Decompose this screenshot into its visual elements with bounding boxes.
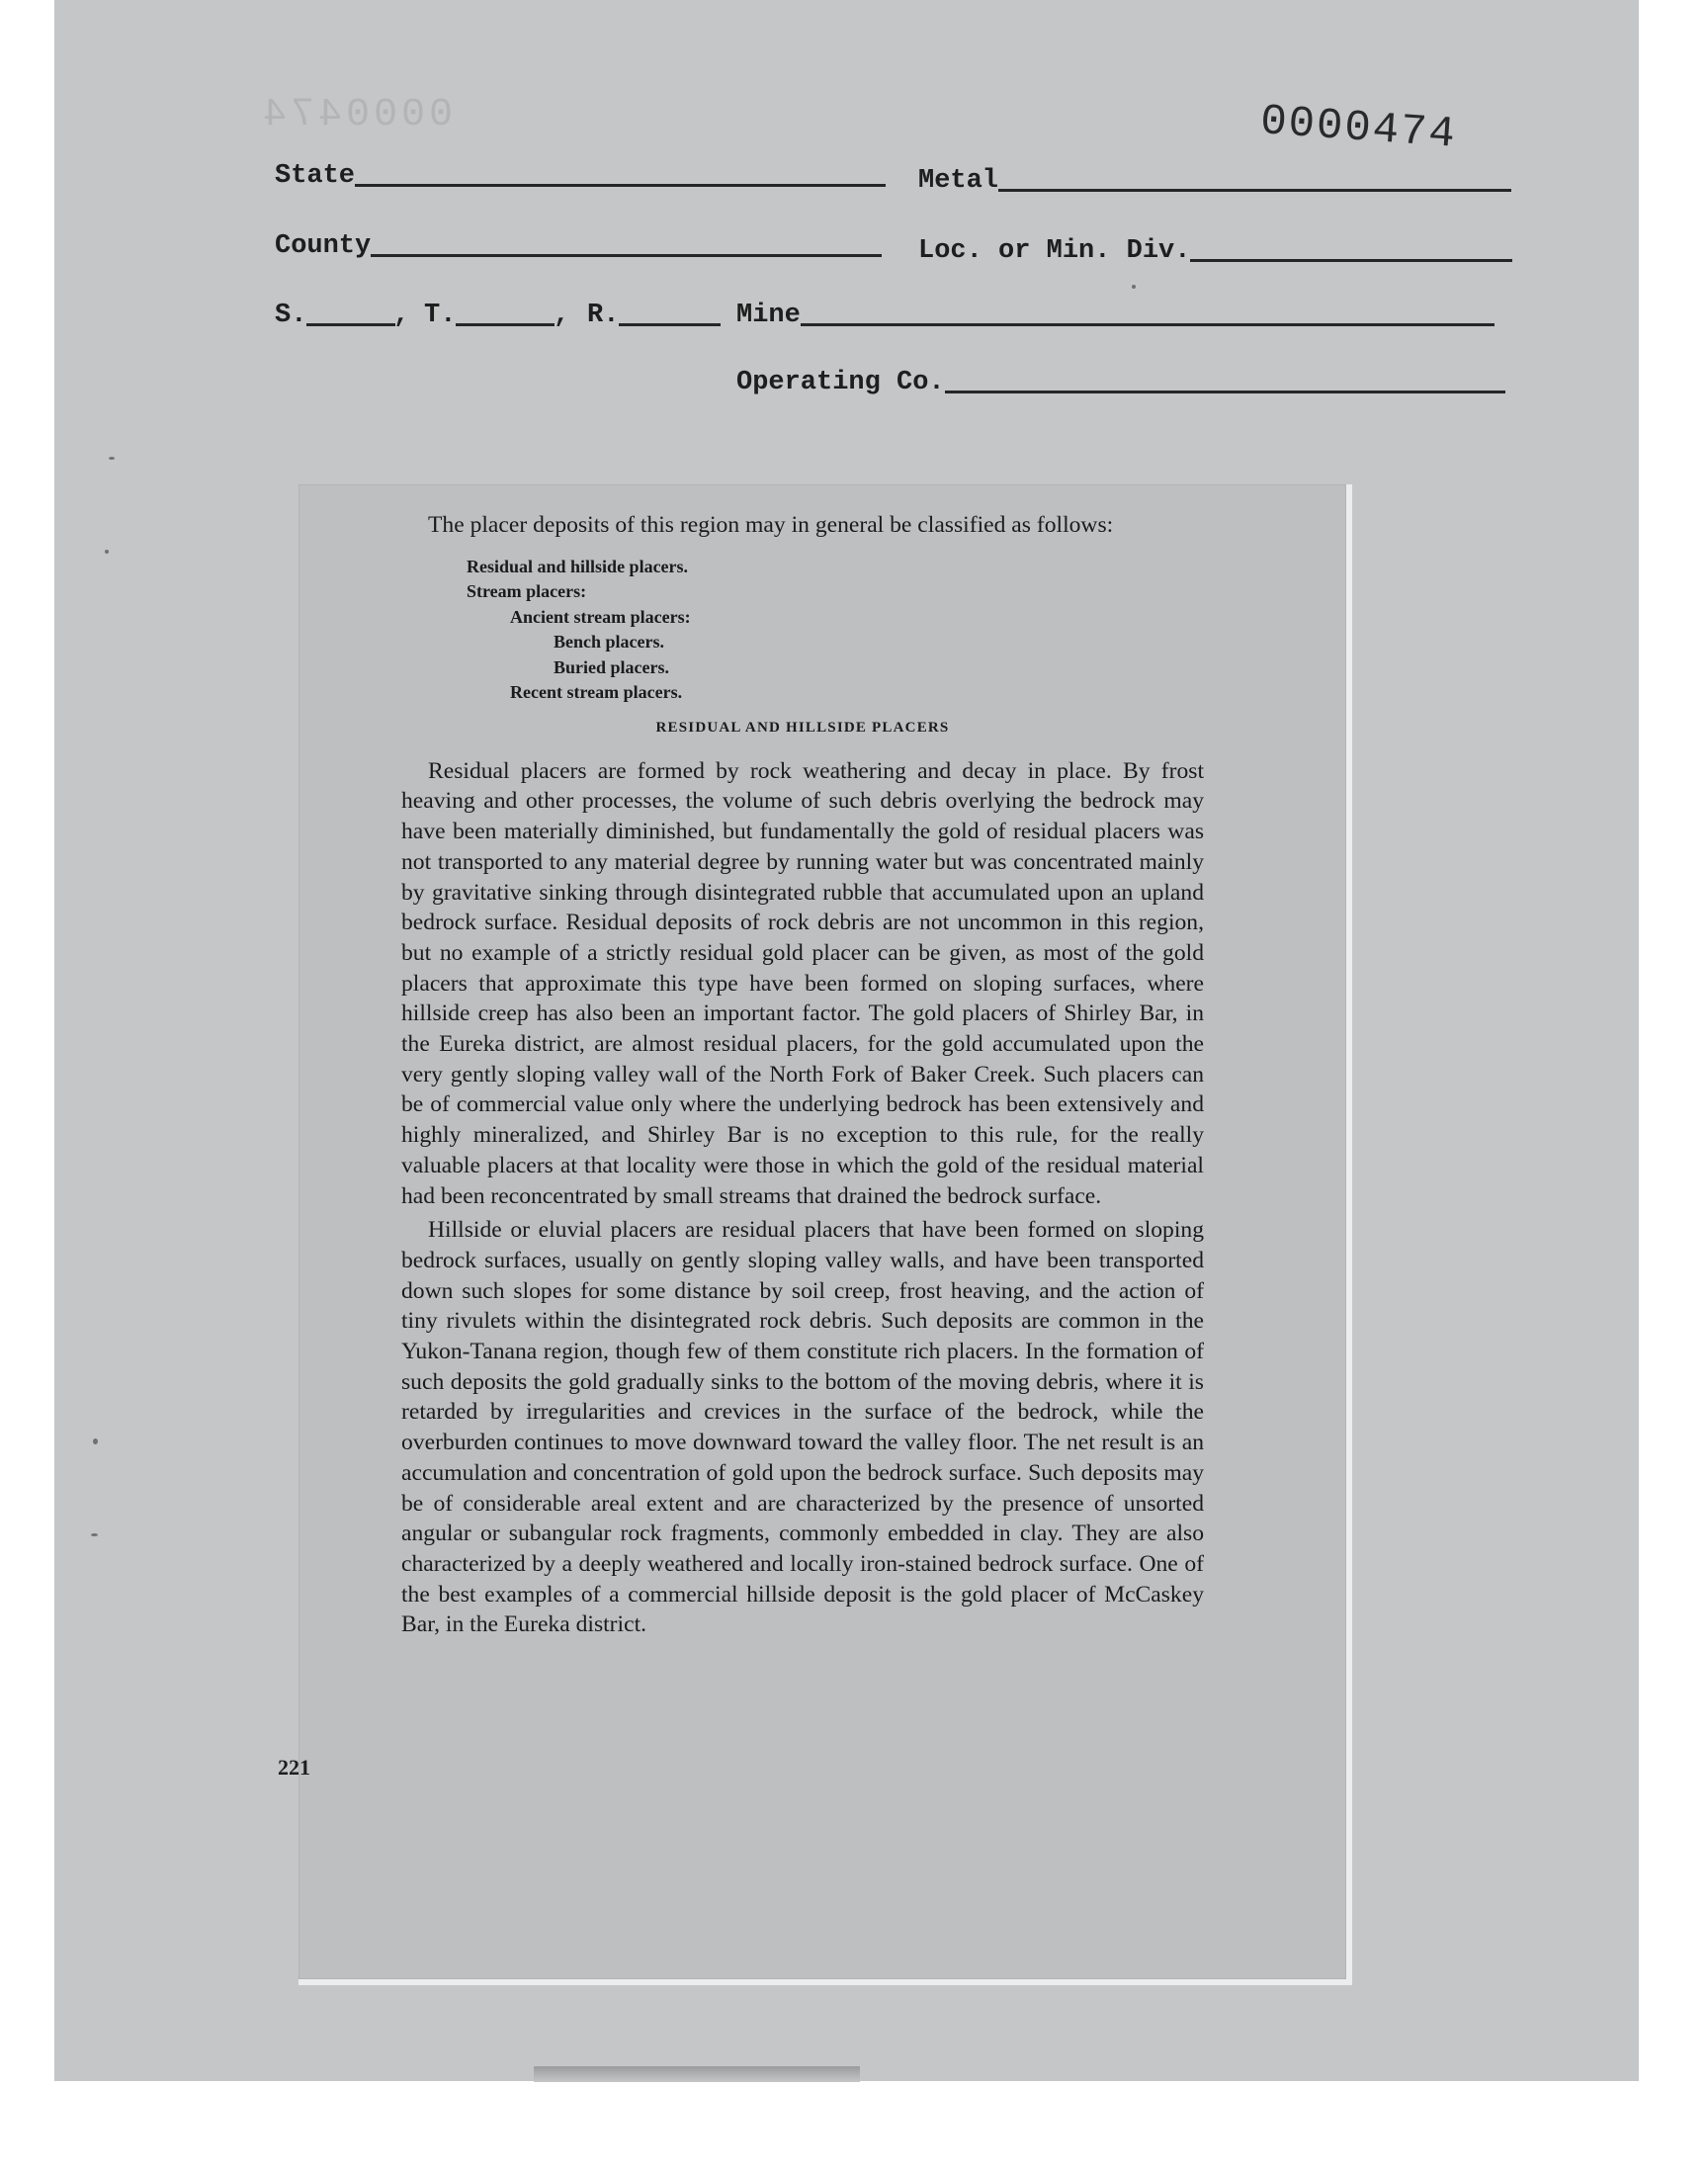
body-paragraph: Hillside or eluvial placers are residual placers that have been formed on sloping bedrock surfaces, usually on gently sloping valley walls, and have been transported down such slopes for some distance by soil creep, frost heaving, and the action of tiny rivulets within the disintegrated rock debris. Such deposits are common in the Yukon-Tanana region, though few of them constitute rich placers. In the formation of such deposits the gold gradually sinks to the bottom of the moving debris, where it is retarded by irregularities and crevices in the surface of the bedrock, while the overburden continues to move downward toward the valley floor. The net result is an accumulation and concentration of gold upon the bedrock surface. Such deposits may be of considerable areal extent and are characterized by the presence of unsorted angular or subangular rock fragments, commonly embedded in clay. They are also characterized by a deeply weathered and locally iron-stained bedrock surface. One of the best examples of a commercial hillside deposit is the gold placer of McCaskey Bar, in the Eureka district. (401, 1217, 1204, 1638)
metal-field[interactable] (918, 166, 1511, 196)
sheet-shadow (534, 2066, 860, 2082)
mine-line[interactable] (801, 319, 1494, 326)
operating-co-line[interactable] (945, 387, 1505, 393)
clipping-text (401, 510, 1204, 1640)
state-label: State (275, 161, 356, 191)
township-line[interactable] (456, 319, 555, 326)
bleed-through-number: 0000474 (259, 93, 454, 137)
metal-label: Metal (918, 166, 999, 196)
list-item: Buried placers. (554, 656, 669, 677)
body-paragraph: Residual placers are formed by rock weathering and decay in place. By frost heaving and other processes, the volume of such debris overlying the bedrock may have been materially diminished, but fundamentally the gold of residual placers was not transported to any material degree by running water but was concentrated mainly by gravitative sinking through disintegrated rubble that accumulated upon an upland bedrock surface. Residual deposits of rock debris are not uncommon in this region, but no example of a strictly residual gold placer can be given, as most of the gold placers that approximate this type have been formed on sloping surfaces, where hillside creep has also been an important factor. The gold placers of Shirley Bar, in the Eureka district, are almost residual placers, for the gold accumulated upon the very gently sloping valley wall of the North Fork of Baker Creek. Such placers can be of commercial value only where the underlying bedrock has been extensively and highly mineralized, and Shirley Bar is no exception to this rule, for the really valuable placers at that locality were those in which the gold of the residual material had been reconcentrated by small streams that drained the bedrock surface. (401, 757, 1204, 1209)
county-line[interactable] (371, 250, 882, 257)
state-field[interactable] (275, 161, 886, 191)
scan-speck (91, 1533, 98, 1536)
section-heading: RESIDUAL AND HILLSIDE PLACERS (655, 719, 950, 736)
range-label: R. (587, 301, 620, 330)
classification-list (401, 555, 1204, 706)
scan-speck (105, 550, 109, 554)
township-label: T. (424, 301, 457, 330)
loc-field[interactable] (918, 236, 1512, 266)
page-number: 221 (278, 1755, 310, 1780)
list-item: Stream placers: (467, 581, 587, 602)
mine-field[interactable] (736, 301, 1494, 330)
section-label: S. (275, 301, 307, 330)
state-line[interactable] (355, 180, 886, 187)
intro-paragraph: The placer deposits of this region may in general be classified as follows: (428, 512, 1114, 538)
township-field[interactable] (424, 301, 555, 330)
metal-line[interactable] (998, 185, 1511, 192)
section-field[interactable] (275, 301, 395, 330)
scan-speck (109, 457, 115, 460)
operating-co-field[interactable] (736, 368, 1505, 397)
loc-label: Loc. or Min. Div. (918, 236, 1191, 266)
list-item: Ancient stream placers: (510, 606, 691, 627)
list-item: Bench placers. (554, 632, 664, 652)
range-line[interactable] (619, 319, 721, 326)
scan-speck (93, 1438, 98, 1444)
section-line[interactable] (306, 319, 395, 326)
county-label: County (275, 231, 372, 261)
scan-speck (1132, 285, 1136, 289)
operating-co-label: Operating Co. (736, 368, 945, 397)
list-item: Residual and hillside placers. (467, 556, 689, 576)
comma-separator: , (554, 301, 570, 330)
county-field[interactable] (275, 231, 882, 261)
mine-label: Mine (736, 301, 801, 330)
list-item: Recent stream placers. (510, 682, 683, 703)
form-number: 0000474 (1258, 97, 1459, 160)
range-field[interactable] (587, 301, 721, 330)
comma-separator: , (393, 301, 410, 330)
loc-line[interactable] (1190, 255, 1512, 262)
